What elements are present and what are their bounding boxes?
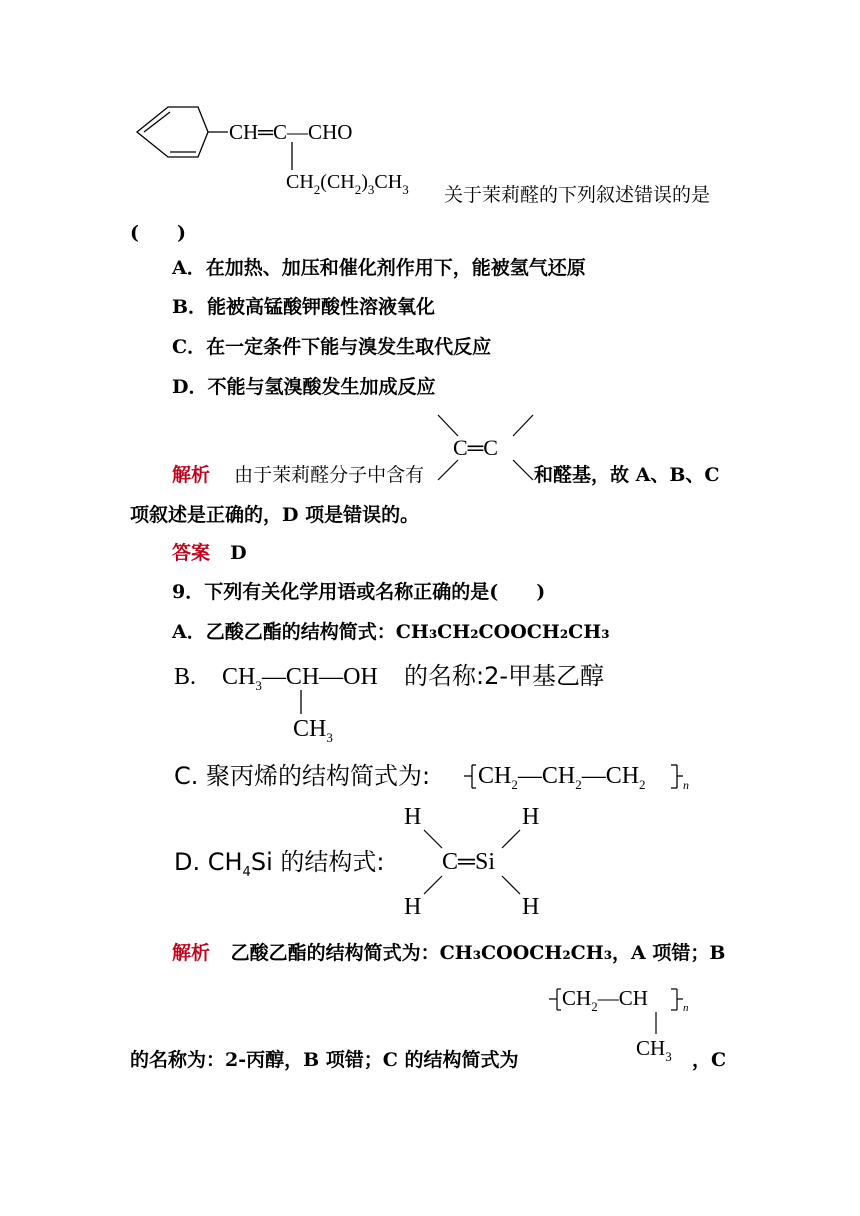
question-8-tail: 关于茉莉醛的下列叙述错误的是 (444, 184, 711, 206)
q9-option-b-name: 的名称:2-甲基乙醇 (404, 662, 605, 690)
q9-analysis-line2-end: ，C (692, 1049, 727, 1071)
polypropylene-methyl: $CH_3$ (636, 1036, 672, 1064)
atom-h-top-right: H (522, 804, 540, 830)
q9-option-d-label: D. $CH_4Si$ 的结构式: (174, 848, 385, 880)
question-8-paren: ( ) (130, 222, 186, 244)
q8-answer (172, 541, 247, 565)
q9-analysis-line1: 解析 乙酸乙酯的结构简式为：CH₃COOCH₂CH₃，A 项错；B (172, 942, 726, 964)
cc-bond-label: C═C (453, 435, 498, 460)
atom-h-top-left: H (404, 804, 422, 830)
answer-value: D (230, 542, 247, 564)
atom-h-bottom-right: H (522, 894, 540, 920)
q9-analysis-line2: 的名称为：2-丙醇，B 项错；C 的结构简式为 (130, 1049, 519, 1071)
q9-option-b-formula: $CH_3—CH—OH$ (222, 664, 378, 693)
q8-option-a: A．在加热、加压和催化剂作用下，能被氢气还原 (172, 257, 586, 279)
polypropylene-branch-bond (655, 1012, 659, 1038)
q8-option-d: D．不能与氢溴酸发生加成反应 (172, 376, 436, 398)
analysis-label-2: 解析 (172, 942, 211, 964)
q9-option-c-n: n (683, 778, 689, 792)
csi-bond-lines (420, 828, 530, 898)
q8-analysis-line1: 解析 由于茉莉醛分子中含有 (172, 464, 425, 486)
csi-double-bond: C═Si (442, 849, 496, 875)
analysis-label: 解析 (172, 464, 211, 486)
polypropylene-bracket-left (547, 988, 561, 1012)
q8-analysis-line2: 项叙述是正确的，D 项是错误的。 (130, 504, 420, 526)
answer-label: 答案 (172, 542, 211, 564)
polypropylene-n: n (683, 1002, 689, 1014)
q9-stem: 9．下列有关化学用语或名称正确的是( ) (172, 581, 546, 603)
q9-option-b-branch: $CH_3$ (293, 716, 333, 745)
atom-h-bottom-left: H (404, 894, 422, 920)
q8-option-c: C．在一定条件下能与溴发生取代反应 (172, 336, 492, 358)
q9-option-c-formula: $CH_2—CH_2—CH_2$ (478, 763, 646, 792)
q8-option-b: B．能被高锰酸钾酸性溶液氧化 (172, 296, 436, 318)
side-chain: $CH_2(CH_2)_3CH_3$ (286, 171, 409, 197)
polymer-bracket-left (462, 764, 476, 790)
main-chain: CH═C—CHO (229, 120, 353, 144)
polypropylene-formula: $CH_2—CH$ (562, 986, 648, 1014)
q9-option-a: A．乙酸乙酯的结构简式：CH₃CH₂COOCH₂CH₃ (172, 621, 610, 643)
q9-option-b-letter: B. (174, 664, 197, 690)
q8-analysis-after: 和醛基，故 A、B、C (534, 464, 720, 486)
benzene-ring (137, 107, 208, 157)
q9-option-c-label: C. 聚丙烯的结构简式为: (174, 762, 431, 790)
